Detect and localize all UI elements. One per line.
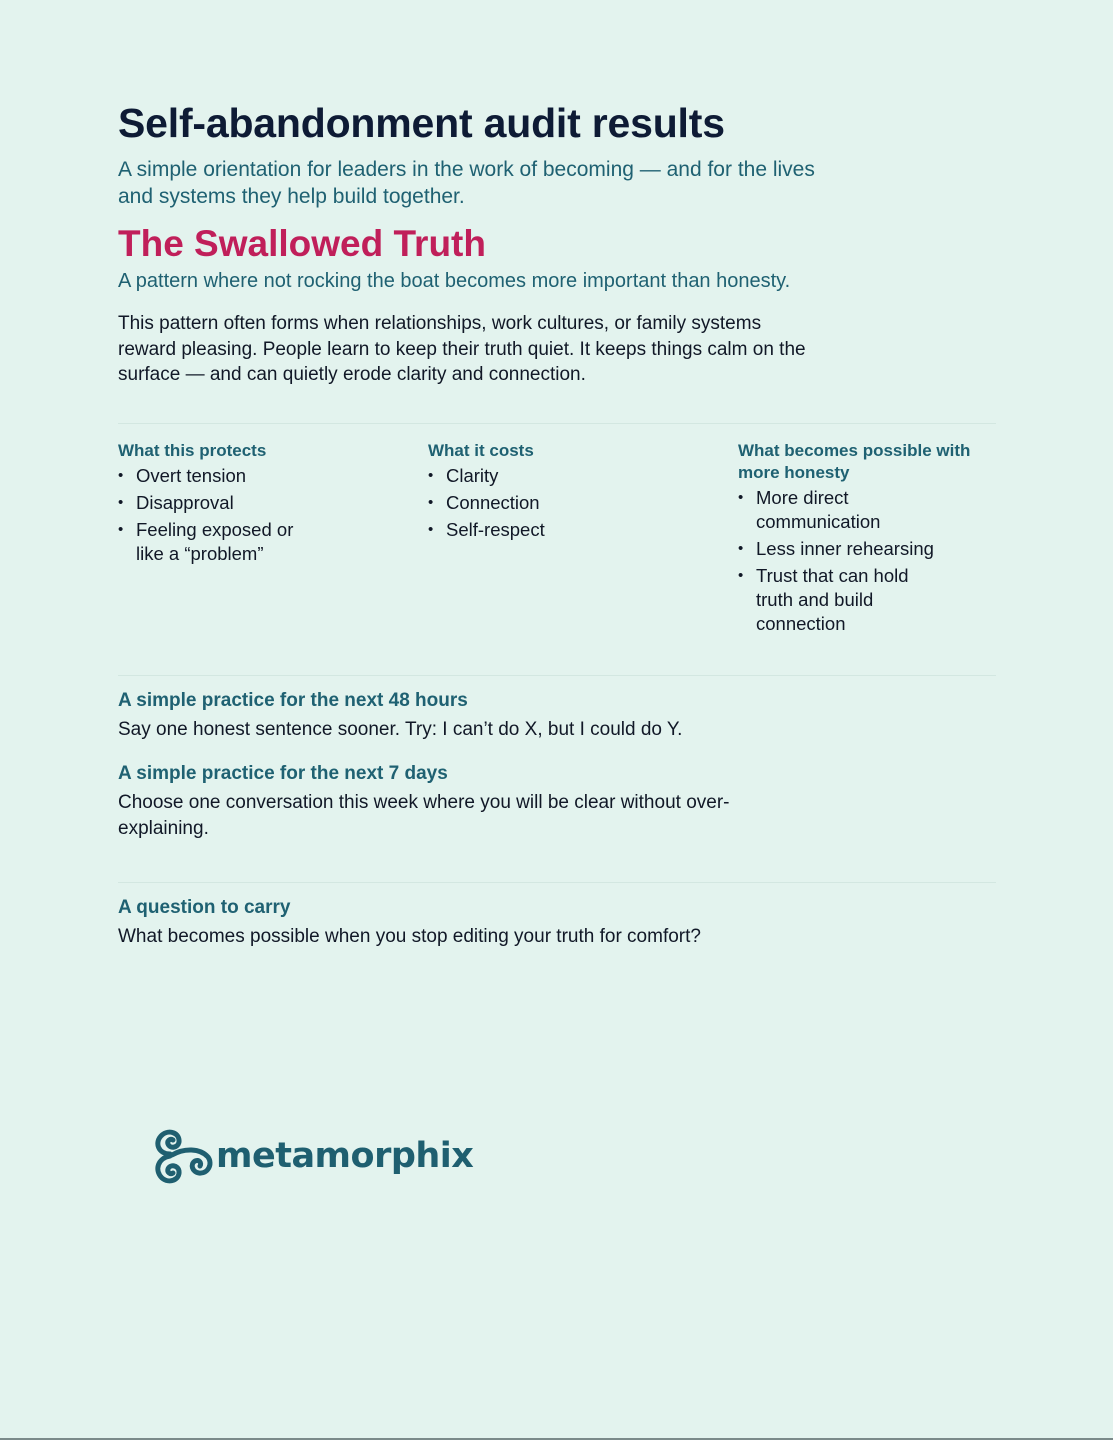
list-item-text: Connection [446, 492, 540, 513]
list-item [738, 537, 996, 561]
page-subtitle: A simple orientation for leaders in the work of becoming — and for the lives and systems they help build together. [118, 158, 815, 208]
bullet-icon: • [118, 494, 124, 511]
list-item-text: Feeling exposed or like a “problem” [136, 519, 294, 564]
practice-7d-text: Choose one conversation this week where you will be clear without over-explaining. [118, 792, 730, 839]
column-title: What this protects [118, 441, 267, 460]
bullet-icon: • [428, 467, 434, 484]
column-title: What it costs [428, 441, 534, 460]
bullet-icon: • [738, 489, 744, 506]
question-text: What becomes possible when you stop editing your truth for comfort? [118, 926, 701, 947]
bullet-icon: • [118, 467, 124, 484]
divider [118, 675, 996, 676]
column-list [738, 486, 996, 636]
brand-logo [150, 1124, 473, 1188]
list-item-text: Self-respect [446, 519, 545, 540]
practice-48h-heading: A simple practice for the next 48 hours [118, 690, 468, 711]
divider [118, 423, 996, 424]
list-item [118, 518, 316, 566]
list-item-text: Clarity [446, 465, 499, 486]
list-item-text: Less inner rehearsing [756, 538, 934, 559]
bullet-icon: • [118, 521, 124, 538]
list-item [428, 518, 686, 542]
page-title: Self-abandonment audit results [118, 100, 725, 146]
column-title: What becomes possible with more honesty [738, 441, 971, 482]
list-item [428, 491, 686, 515]
question-heading: A question to carry [118, 897, 291, 918]
column-list [428, 464, 686, 542]
triple-spiral-icon [150, 1124, 214, 1188]
column-possible [738, 440, 996, 639]
bullet-icon: • [738, 540, 744, 557]
bullet-icon: • [738, 567, 744, 584]
list-item-text: More direct communication [756, 487, 881, 532]
bullet-icon: • [428, 494, 434, 511]
pattern-tagline: A pattern where not rocking the boat becomes more important than honesty. [118, 270, 791, 292]
list-item [118, 464, 376, 488]
list-item-text: Trust that can hold truth and build connection [756, 565, 909, 634]
pattern-name: The Swallowed Truth [118, 223, 486, 264]
practice-7d-heading: A simple practice for the next 7 days [118, 763, 448, 784]
list-item [428, 464, 686, 488]
pattern-description: This pattern often forms when relationships, work cultures, or family systems reward pleasing. People learn to keep their truth quiet. It keeps things calm on the surface — and can quietly erode clarity and connection. [118, 313, 806, 385]
list-item-text: Disapproval [136, 492, 234, 513]
column-protects [118, 440, 376, 569]
list-item-text: Overt tension [136, 465, 247, 486]
bullet-icon: • [428, 521, 434, 538]
list-item [118, 491, 376, 515]
brand-name: metamorphix [216, 1136, 474, 1176]
list-item [738, 486, 906, 534]
column-list [118, 464, 376, 566]
list-item [738, 564, 926, 636]
column-costs [428, 440, 686, 545]
divider [118, 882, 996, 883]
practice-48h-text: Say one honest sentence sooner. Try: I can’t do X, but I could do Y. [118, 719, 683, 740]
